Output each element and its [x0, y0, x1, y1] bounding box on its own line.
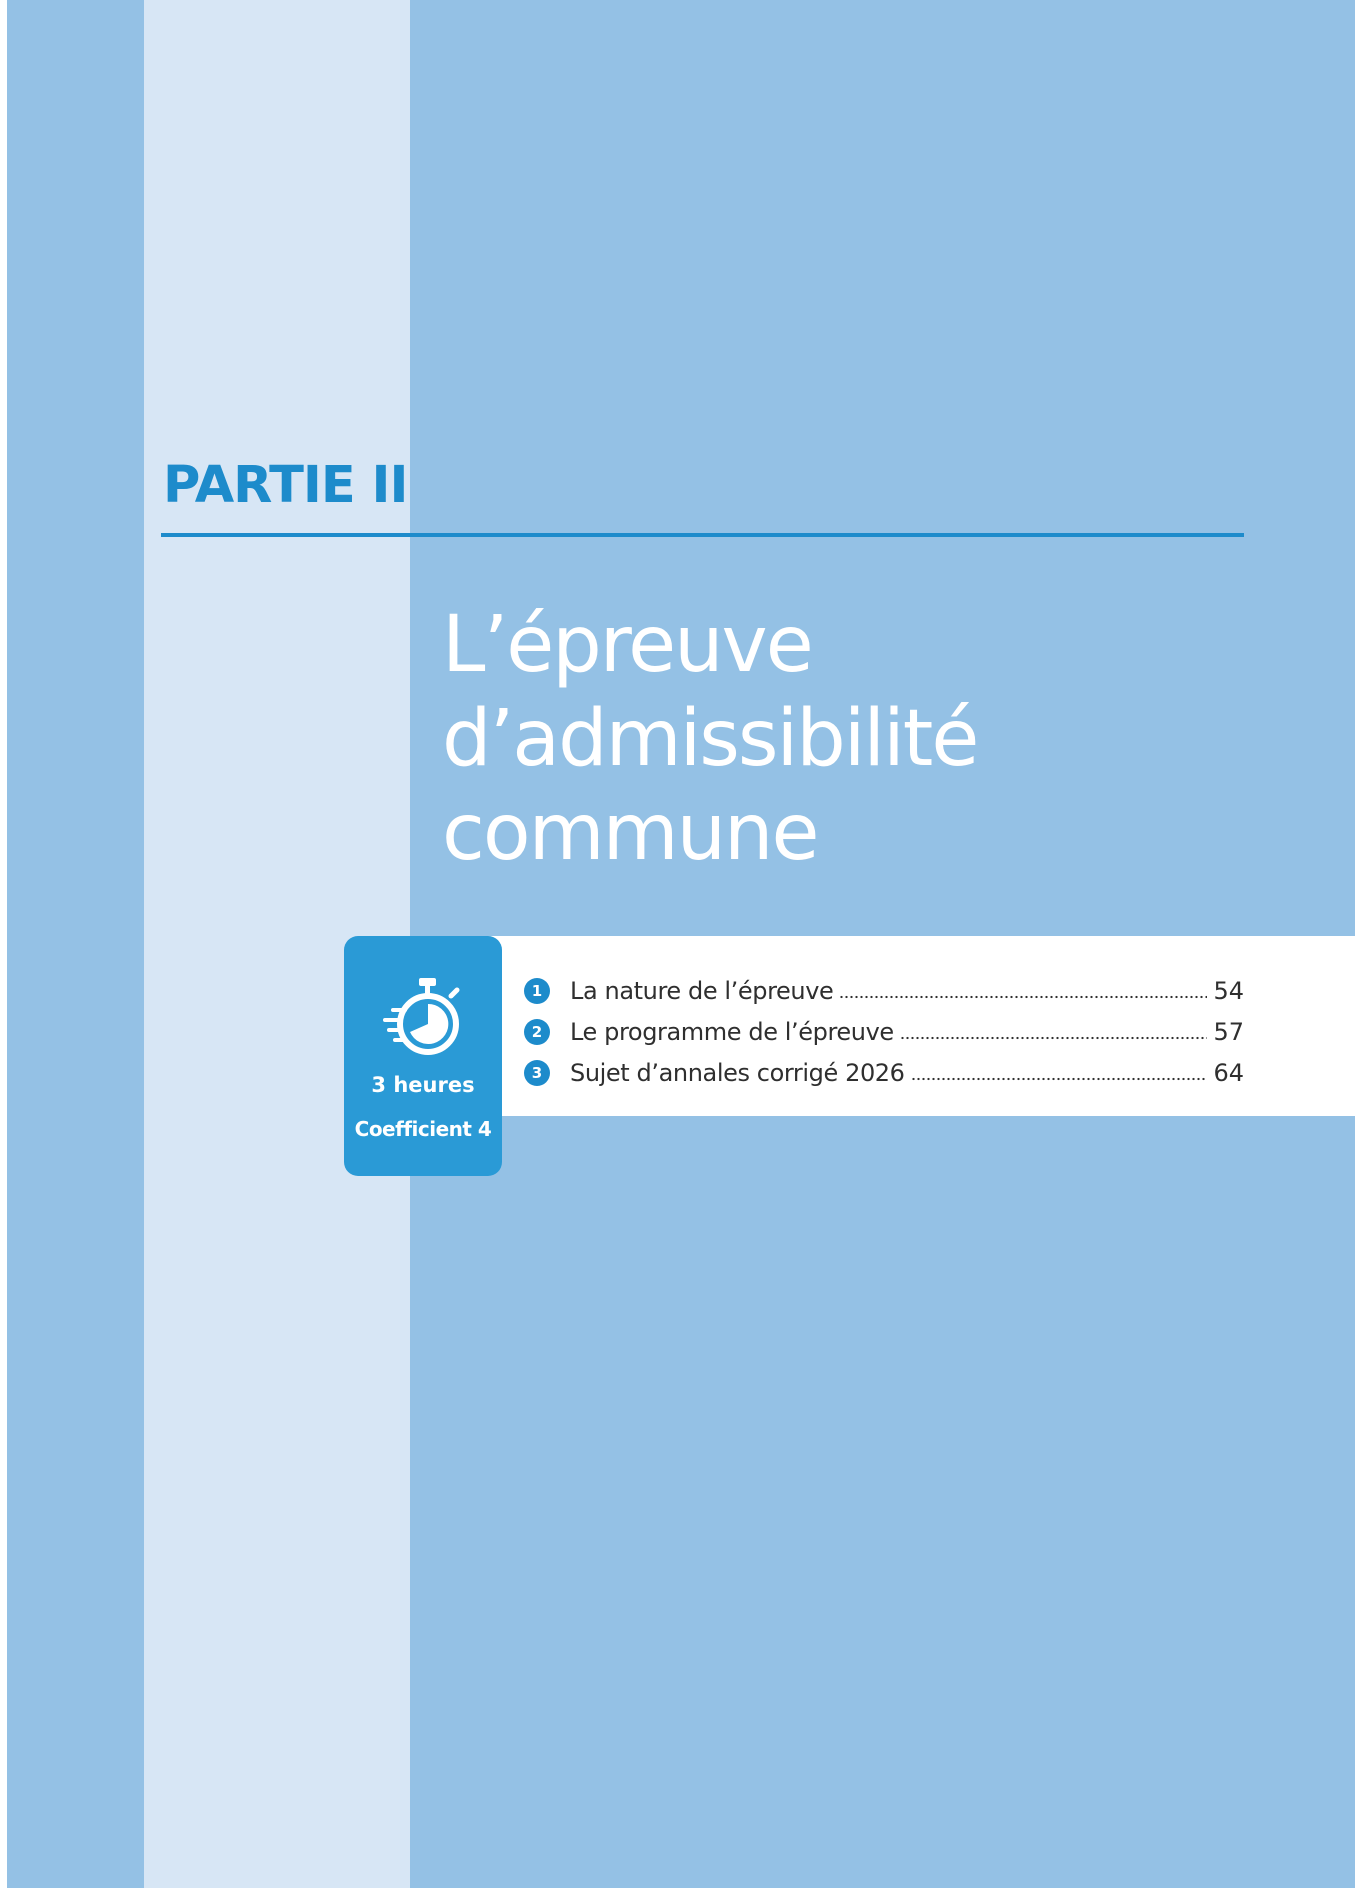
exam-coefficient: Coefficient 4: [354, 1117, 492, 1141]
toc-entry-1[interactable]: [524, 970, 1244, 1011]
toc-dot-leader: [900, 1035, 1208, 1041]
toc-number-badge: 2: [524, 1019, 550, 1045]
toc-page-number: 54: [1213, 976, 1244, 1005]
toc-page-number: 64: [1213, 1058, 1244, 1087]
toc-entry-label: Le programme de l’épreuve: [570, 1017, 894, 1046]
part-label: PARTIE II: [163, 456, 408, 515]
toc-entry-label: La nature de l’épreuve: [570, 976, 834, 1005]
toc-dot-leader: [839, 994, 1207, 1000]
chapter-title: L’épreuve d’admissibilité commune: [442, 600, 978, 878]
toc-dot-leader: [911, 1076, 1208, 1082]
toc-entry-2[interactable]: [524, 1011, 1244, 1052]
exam-info-badge: [344, 936, 502, 1176]
toc-page-number: 57: [1213, 1017, 1244, 1046]
exam-duration: 3 heures: [371, 1073, 475, 1097]
table-of-contents: [524, 970, 1244, 1093]
toc-number-badge: 1: [524, 978, 550, 1004]
toc-entry-3[interactable]: [524, 1052, 1244, 1093]
stopwatch-icon: [379, 974, 471, 1066]
part-divider: [161, 533, 1244, 537]
toc-entry-label: Sujet d’annales corrigé 2026: [570, 1058, 905, 1087]
toc-number-badge: 3: [524, 1060, 550, 1086]
